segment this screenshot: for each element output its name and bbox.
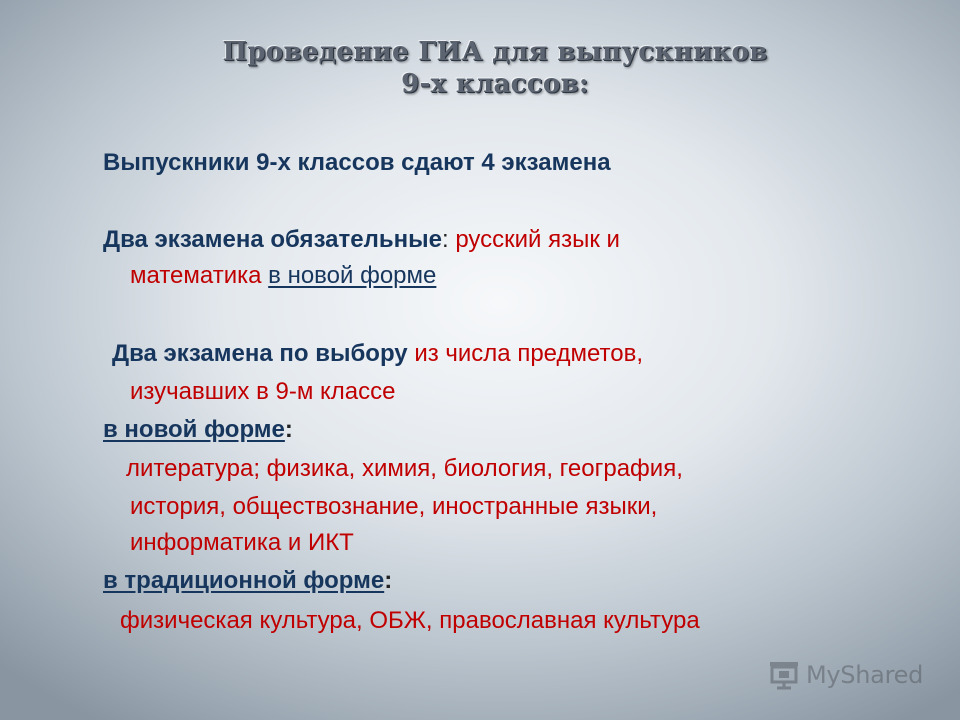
title-line-2: 9-х классов:	[401, 69, 589, 99]
traditional-form-colon: :	[384, 567, 393, 594]
elective-desc-2: изучавших в 9-м классе	[130, 378, 396, 405]
elective-line-1	[112, 339, 643, 369]
watermark	[768, 658, 923, 692]
mandatory-subjects-1: русский язык и	[455, 226, 620, 253]
new-form-list-2: история, обществознание, иностранные языки,	[130, 493, 658, 520]
new-form-link[interactable]: в новой форме	[268, 262, 437, 289]
mandatory-subjects-2: математика	[130, 262, 262, 289]
mandatory-line-1	[103, 225, 620, 255]
new-form-heading	[103, 415, 293, 445]
new-form-label: в новой форме	[103, 416, 285, 443]
traditional-form-label: в традиционной форме	[103, 567, 385, 594]
elective-desc-1: из числа предметов,	[414, 340, 644, 367]
presentation-board-icon	[768, 660, 800, 690]
new-form-list-1: литература; физика, химия, биология, география,	[126, 455, 683, 482]
intro-line: Выпускники 9-х классов сдают 4 экзамена	[103, 149, 611, 176]
mandatory-label: Два экзамена обязательные	[103, 226, 442, 253]
traditional-form-heading	[103, 566, 392, 596]
elective-label: Два экзамена по выбору	[112, 340, 408, 367]
new-form-list-3: информатика и ИКТ	[130, 529, 354, 556]
traditional-form-list: физическая культура, ОБЖ, православная культура	[120, 607, 700, 634]
title-line-1: Проведение ГИА для выпускников	[222, 37, 768, 67]
mandatory-line-2	[130, 261, 436, 291]
watermark-text: MyShared	[806, 661, 924, 689]
new-form-colon: :	[284, 416, 293, 443]
mandatory-colon: :	[441, 226, 449, 253]
